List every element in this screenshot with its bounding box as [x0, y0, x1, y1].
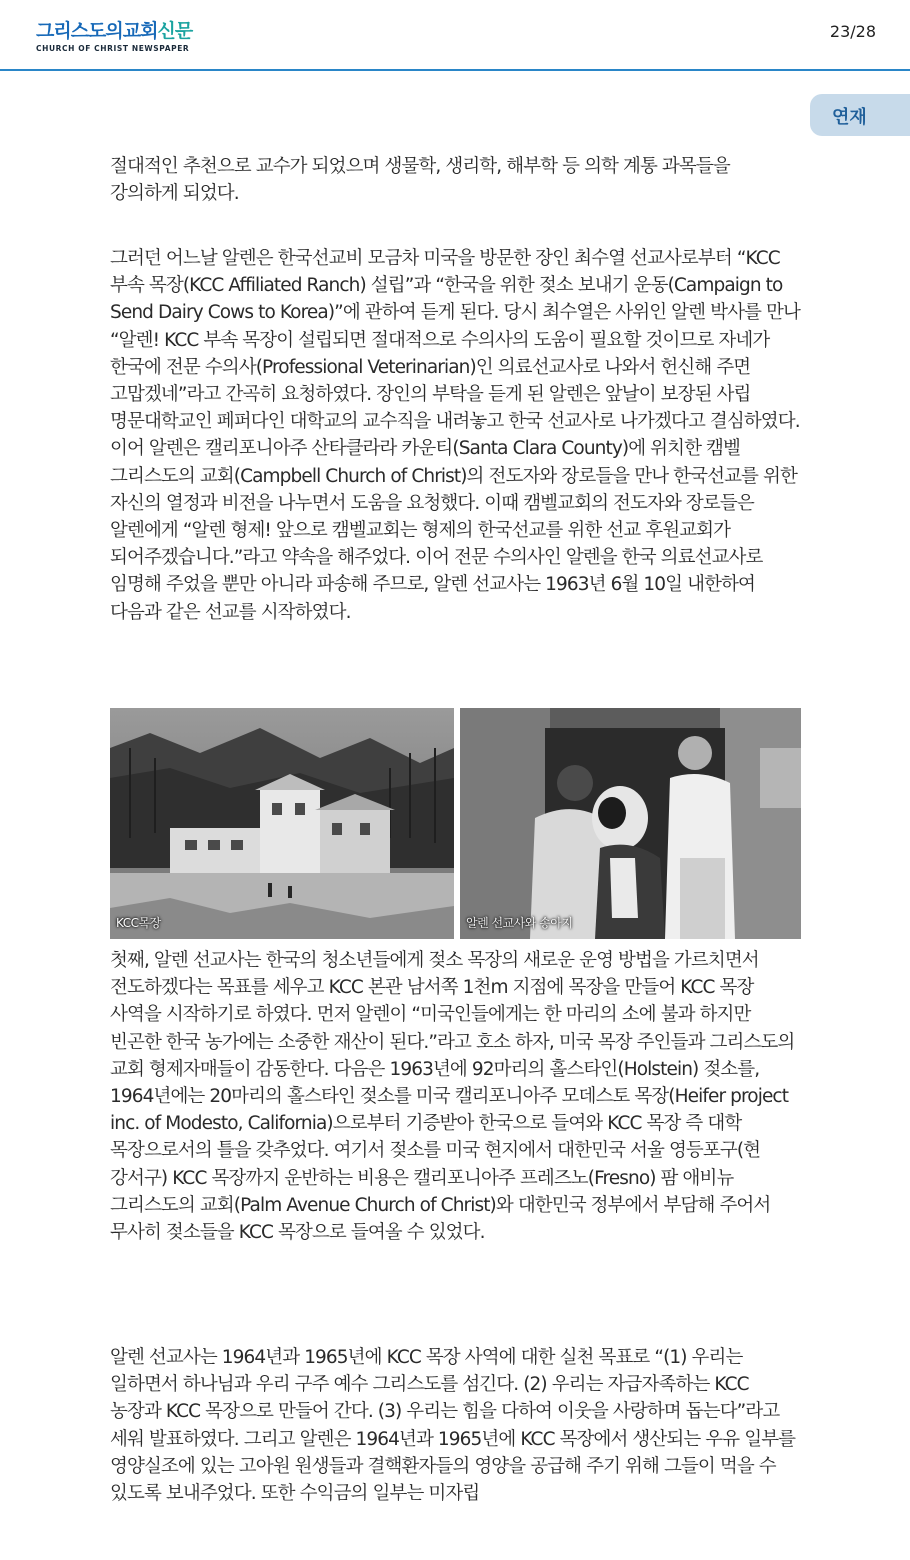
section-tab-label: 연재 — [832, 107, 867, 128]
section-tab — [810, 94, 910, 136]
article-paragraph: 알렌 선교사는 1964년과 1965년에 KCC 목장 사역에 대한 실천 목표로 “(1) 우리는 일하면서 하나님과 우리 구주 예수 그리스도를 섬긴다. (2) 우리는 자급자족하는 KCC 농장과 KCC 목장으로 만들어 간다. (3) 우리는 힘을 다하여 이웃을 사랑하며 돕는다”라고 세워 발표하였다. 그리고 알렌은 1964년과 1965년에 KCC 목장에서 생산되는 우유 일부를 영양실조에 있는 고아원 원생들과 결핵환자들의 영양을 공급해 주기 위해 그들이 먹을 수 있도록 보내주었다. 또한 수익금의 일부는 미자립 — [110, 1347, 796, 1505]
photo-caption: 알렌 선교사와 송아지 — [466, 916, 573, 930]
article-paragraph: 첫째, 알렌 선교사는 한국의 청소년들에게 젖소 목장의 새로운 운영 방법을 가르치면서 전도하겠다는 목표를 세우고 KCC 본관 남서쪽 1천m 지점에 목장을 만들어 KCC 목장 사역을 시작하기로 하였다. 먼저 알렌이 “미국인들에게는 한 마리의 소에 불과 하지만 빈곤한 한국 농가에는 소중한 재산이 된다.”라고 호소 하자, 미국 목장 주인들과 그리스도의 교회 형제자매들이 감동한다. 다음은 1963년에 92마리의 홀스타인(Holstein) 젖소를, 1964년에는 20마리의 홀스타인 젖소를 미국 캘리포니아주 모데스토 목장(Heifer project inc. of Modesto, California)으로부터 기증받아 한국으로 들여와 KCC 목장 즉 대학 목장으로서의 틀을 갖추었다. 여기서 젖소를 미국 현지에서 대한민국 서울 영등포구(현 강서구) KCC 목장까지 운반하는 비용은 캘리포니아주 프레즈노(Fresno) 팜 애비뉴 그리스도의 교회(Palm Avenue Church of Christ)와 대한민국 정부에서 부담해 주어서 무사히 젖소들을 KCC 목장으로 들여올 수 있었다. — [110, 950, 795, 1244]
newspaper-logo[interactable] — [36, 20, 192, 53]
photo-caption: KCC목장 — [116, 916, 161, 930]
header-divider — [0, 69, 910, 71]
article-paragraph: 절대적인 추천으로 교수가 되었으며 생물학, 생리학, 해부학 등 의학 계통 과목들을 강의하게 되었다. — [110, 156, 730, 205]
page-number: 23/28 — [829, 22, 876, 41]
missionary-calf-photo-image — [460, 708, 801, 939]
photo-ranch — [110, 708, 454, 939]
logo-korean-accent: 신문 — [157, 20, 193, 42]
logo-korean-main: 그리스도의교회 — [36, 20, 158, 42]
photo-missionary-calf — [460, 708, 801, 939]
page-header — [0, 0, 910, 70]
ranch-photo-image — [110, 708, 454, 939]
logo-english: CHURCH OF CHRIST NEWSPAPER — [36, 44, 190, 53]
article-paragraph: 그러던 어느날 알렌은 한국선교비 모금차 미국을 방문한 장인 최수열 선교사로부터 “KCC 부속 목장(KCC Affiliated Ranch) 설립”과 “한국을 위한 젖소 보내기 운동(Campaign to Send Dairy Cows to Korea)”에 관하여 듣게 된다. 당시 최수열은 사위인 알렌 박사를 만나 “알렌! KCC 부속 목장이 설립되면 절대적으로 수의사의 도움이 필요할 것이므로 자네가 한국에 전문 수의사(Professional Veterinarian)인 의료선교사로 나와서 헌신해 주면 고맙겠네”라고 간곡히 요청하였다. 장인의 부탁을 듣게 된 알렌은 앞날이 보장된 사립 명문대학교인 페퍼다인 대학교의 교수직을 내려놓고 한국 선교사로 나가겠다고 결심하였다. 이어 알렌은 캘리포니아주 산타클라라 카운티(Santa Clara County)에 위치한 캠벨 그리스도의 교회(Campbell Church of Christ)의 전도자와 장로들을 만나 한국선교를 위한 자신의 열정과 비전을 나누면서 도움을 요청했다. 이때 캠벨교회의 전도자와 장로들은 알렌에게 “알렌 형제! 앞으로 캠벨교회는 형제의 한국선교를 위한 선교 후원교회가 되어주겠습니다.”라고 약속을 해주었다. 이어 전문 수의사인 알렌을 한국 의료선교사로 임명해 주었을 뿐만 아니라 파송해 주므로, 알렌 선교사는 1963년 6월 10일 내한하여 다음과 같은 선교를 시작하였다. — [110, 248, 800, 623]
